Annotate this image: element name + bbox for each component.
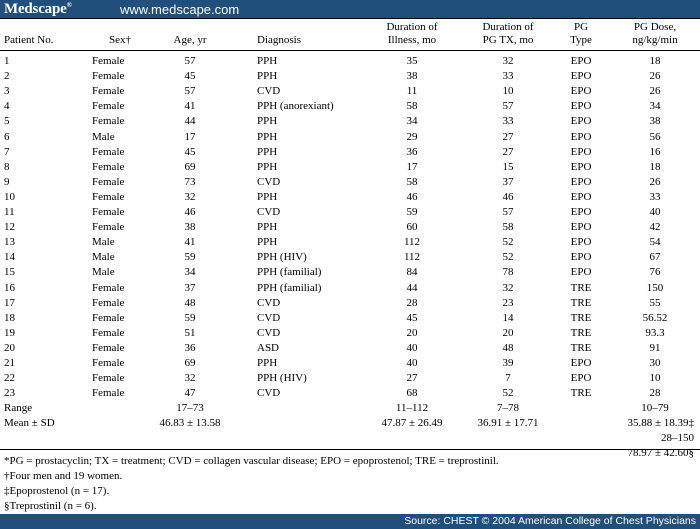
cell-illness-duration: 40 bbox=[406, 357, 418, 369]
cell-sex: Female bbox=[92, 85, 125, 97]
col-header-pg-type: PG bbox=[573, 21, 589, 33]
cell-age: 37 bbox=[184, 282, 196, 294]
cell-age: 73 bbox=[184, 176, 196, 188]
col-header-tx-duration-line2: PG TX, mo bbox=[482, 34, 534, 46]
cell-illness-duration: 36 bbox=[406, 146, 418, 158]
cell-illness-duration: 44 bbox=[406, 282, 418, 294]
cell-tx-duration: 57 bbox=[502, 100, 514, 112]
cell-pg-type: EPO bbox=[570, 85, 592, 97]
cell-tx-duration: 33 bbox=[502, 70, 514, 82]
cell-patient-no: 16 bbox=[4, 282, 15, 294]
cell-diagnosis: PPH bbox=[257, 115, 278, 127]
cell-illness-duration: 35 bbox=[406, 55, 418, 67]
cell-sex: Female bbox=[92, 70, 125, 82]
cell-pg-type: EPO bbox=[570, 115, 592, 127]
cell-diagnosis: ASD bbox=[257, 342, 280, 354]
cell-illness-duration: 112 bbox=[403, 236, 421, 248]
cell-pg-type: EPO bbox=[570, 146, 592, 158]
cell-pg-dose: 28 bbox=[649, 387, 661, 399]
cell-diagnosis: PPH bbox=[257, 55, 278, 67]
cell-patient-no: 20 bbox=[4, 342, 15, 354]
cell-patient-no: 11 bbox=[4, 206, 15, 218]
cell-diagnosis: PPH bbox=[257, 357, 278, 369]
cell-tx-duration: 32 bbox=[502, 282, 514, 294]
cell-pg-type: EPO bbox=[570, 191, 592, 203]
cell-illness-duration: 11 bbox=[406, 85, 418, 97]
cell-patient-no: 17 bbox=[4, 297, 15, 309]
range-age: 17–73 bbox=[176, 402, 204, 414]
cell-sex: Female bbox=[92, 297, 125, 309]
col-header-pg-dose-line2: ng/kg/min bbox=[632, 34, 678, 46]
cell-pg-type: EPO bbox=[570, 221, 592, 233]
cell-age: 46 bbox=[184, 206, 196, 218]
cell-diagnosis: CVD bbox=[257, 85, 281, 97]
cell-sex: Female bbox=[92, 357, 125, 369]
cell-diagnosis: CVD bbox=[257, 312, 281, 324]
cell-diagnosis: PPH (familial) bbox=[257, 266, 322, 278]
cell-pg-type: TRE bbox=[570, 282, 592, 294]
mean-label: Mean ± SD bbox=[4, 417, 55, 429]
cell-pg-dose: 93.3 bbox=[645, 327, 665, 339]
cell-patient-no: 3 bbox=[4, 85, 10, 97]
cell-illness-duration: 28 bbox=[406, 297, 418, 309]
cell-illness-duration: 34 bbox=[406, 115, 418, 127]
cell-pg-type: EPO bbox=[570, 251, 592, 263]
cell-pg-dose: 76 bbox=[649, 266, 661, 278]
cell-patient-no: 23 bbox=[4, 387, 15, 399]
cell-diagnosis: PPH (HIV) bbox=[257, 372, 307, 384]
col-header-diagnosis: Diagnosis bbox=[257, 34, 301, 46]
cell-pg-type: EPO bbox=[570, 206, 592, 218]
table-top-rule bbox=[0, 18, 700, 19]
cell-patient-no: 14 bbox=[4, 251, 15, 263]
cell-pg-type: EPO bbox=[570, 372, 592, 384]
cell-tx-duration: 52 bbox=[502, 387, 514, 399]
cell-patient-no: 1 bbox=[4, 55, 10, 67]
col-header-patient-no: Patient No. bbox=[4, 34, 54, 46]
cell-diagnosis: CVD bbox=[257, 387, 281, 399]
cell-pg-dose: 33 bbox=[649, 191, 661, 203]
cell-age: 32 bbox=[184, 191, 196, 203]
cell-patient-no: 13 bbox=[4, 236, 15, 248]
cell-pg-dose: 26 bbox=[649, 70, 661, 82]
cell-pg-dose: 16 bbox=[649, 146, 661, 158]
mean-tx: 36.91 ± 17.71 bbox=[477, 417, 539, 429]
cell-age: 17 bbox=[184, 131, 196, 143]
cell-diagnosis: CVD bbox=[257, 176, 281, 188]
cell-tx-duration: 33 bbox=[502, 115, 514, 127]
cell-tx-duration: 7 bbox=[505, 372, 511, 384]
cell-patient-no: 19 bbox=[4, 327, 15, 339]
cell-illness-duration: 17 bbox=[406, 161, 418, 173]
cell-pg-type: TRE bbox=[570, 312, 592, 324]
cell-pg-type: EPO bbox=[570, 100, 592, 112]
cell-pg-dose: 54 bbox=[649, 236, 661, 248]
cell-patient-no: 21 bbox=[4, 357, 15, 369]
site-url-link[interactable]: www.medscape.com bbox=[120, 2, 240, 17]
cell-diagnosis: PPH (anorexiant) bbox=[257, 100, 334, 112]
cell-age: 57 bbox=[184, 55, 196, 67]
cell-age: 34 bbox=[184, 266, 196, 278]
footnote: *PG = prostacyclin; TX = treatment; CVD = collagen vascular disease; EPO = epoprostenol; TRE = treprostinil. bbox=[4, 455, 499, 467]
cell-sex: Female bbox=[92, 146, 125, 158]
cell-tx-duration: 15 bbox=[502, 161, 514, 173]
cell-patient-no: 6 bbox=[4, 131, 10, 143]
col-header-illness-duration: Duration of bbox=[386, 21, 438, 33]
cell-pg-type: EPO bbox=[570, 266, 592, 278]
mean-age: 46.83 ± 13.58 bbox=[159, 417, 221, 429]
cell-tx-duration: 39 bbox=[502, 357, 514, 369]
cell-patient-no: 10 bbox=[4, 191, 15, 203]
cell-pg-dose: 67 bbox=[649, 251, 661, 263]
cell-pg-dose: 40 bbox=[649, 206, 661, 218]
range-tx: 7–78 bbox=[497, 402, 519, 414]
cell-diagnosis: PPH bbox=[257, 191, 278, 203]
range-dose: 10–79 bbox=[641, 402, 669, 414]
cell-patient-no: 7 bbox=[4, 146, 10, 158]
cell-illness-duration: 46 bbox=[406, 191, 418, 203]
cell-sex: Female bbox=[92, 387, 125, 399]
cell-pg-type: EPO bbox=[570, 70, 592, 82]
cell-pg-dose: 91 bbox=[649, 342, 661, 354]
cell-illness-duration: 68 bbox=[406, 387, 418, 399]
cell-tx-duration: 58 bbox=[502, 221, 514, 233]
cell-illness-duration: 84 bbox=[406, 266, 418, 278]
cell-pg-type: EPO bbox=[570, 357, 592, 369]
cell-illness-duration: 58 bbox=[406, 100, 418, 112]
footnote: §Treprostinil (n = 6). bbox=[4, 500, 97, 512]
cell-patient-no: 18 bbox=[4, 312, 15, 324]
dose-extra-line: 78.97 ± 42.60§ bbox=[627, 447, 694, 459]
cell-illness-duration: 27 bbox=[406, 372, 418, 384]
cell-age: 59 bbox=[184, 251, 196, 263]
cell-diagnosis: PPH bbox=[257, 146, 278, 158]
cell-pg-type: EPO bbox=[570, 161, 592, 173]
cell-tx-duration: 48 bbox=[502, 342, 514, 354]
cell-age: 32 bbox=[184, 372, 196, 384]
cell-illness-duration: 112 bbox=[403, 251, 421, 263]
cell-diagnosis: CVD bbox=[257, 327, 281, 339]
cell-pg-type: TRE bbox=[570, 387, 592, 399]
cell-sex: Female bbox=[92, 191, 125, 203]
col-header-age: Age, yr bbox=[173, 34, 207, 46]
col-header-pg-type-line2: Type bbox=[570, 34, 592, 46]
cell-tx-duration: 14 bbox=[502, 312, 514, 324]
brand-name: Medscape bbox=[4, 1, 67, 17]
cell-pg-dose: 56 bbox=[649, 131, 661, 143]
cell-sex: Female bbox=[92, 176, 125, 188]
range-illness: 11–112 bbox=[395, 402, 429, 414]
cell-diagnosis: PPH bbox=[257, 70, 278, 82]
table-bottom-rule bbox=[0, 449, 700, 450]
cell-age: 51 bbox=[184, 327, 196, 339]
cell-pg-dose: 150 bbox=[646, 282, 664, 294]
cell-age: 45 bbox=[184, 146, 196, 158]
cell-tx-duration: 37 bbox=[502, 176, 514, 188]
cell-tx-duration: 46 bbox=[502, 191, 514, 203]
cell-sex: Male bbox=[92, 266, 115, 278]
cell-sex: Male bbox=[92, 236, 115, 248]
cell-patient-no: 5 bbox=[4, 115, 10, 127]
cell-pg-type: TRE bbox=[570, 342, 592, 354]
cell-pg-dose: 42 bbox=[649, 221, 661, 233]
cell-patient-no: 15 bbox=[4, 266, 15, 278]
cell-diagnosis: PPH bbox=[257, 236, 278, 248]
cell-sex: Female bbox=[92, 55, 125, 67]
cell-age: 44 bbox=[184, 115, 196, 127]
cell-tx-duration: 10 bbox=[502, 85, 514, 97]
cell-tx-duration: 32 bbox=[502, 55, 514, 67]
cell-tx-duration: 27 bbox=[502, 131, 514, 143]
cell-sex: Female bbox=[92, 282, 125, 294]
cell-pg-type: TRE bbox=[570, 297, 592, 309]
cell-age: 57 bbox=[184, 85, 196, 97]
col-header-illness-duration-line2: Illness, mo bbox=[387, 34, 437, 46]
cell-sex: Female bbox=[92, 221, 125, 233]
cell-sex: Female bbox=[92, 115, 125, 127]
cell-patient-no: 2 bbox=[4, 70, 10, 82]
cell-age: 45 bbox=[184, 70, 196, 82]
col-header-pg-dose: PG Dose, bbox=[633, 21, 677, 33]
cell-pg-dose: 18 bbox=[649, 161, 661, 173]
cell-age: 41 bbox=[184, 236, 196, 248]
cell-sex: Female bbox=[92, 312, 125, 324]
cell-age: 41 bbox=[184, 100, 196, 112]
cell-pg-dose: 26 bbox=[649, 176, 661, 188]
cell-age: 48 bbox=[184, 297, 196, 309]
cell-diagnosis: PPH bbox=[257, 131, 278, 143]
cell-illness-duration: 45 bbox=[406, 312, 418, 324]
cell-sex: Male bbox=[92, 131, 115, 143]
mean-illness: 47.87 ± 26.49 bbox=[381, 417, 443, 429]
cell-pg-type: EPO bbox=[570, 236, 592, 248]
cell-patient-no: 4 bbox=[4, 100, 10, 112]
cell-sex: Female bbox=[92, 161, 125, 173]
footnote: ‡Epoprostenol (n = 17). bbox=[4, 485, 110, 497]
cell-tx-duration: 52 bbox=[502, 251, 514, 263]
cell-sex: Female bbox=[92, 327, 125, 339]
header-rule bbox=[0, 50, 700, 51]
dose-extra-line: 28–150 bbox=[661, 432, 694, 444]
cell-age: 47 bbox=[184, 387, 196, 399]
cell-sex: Female bbox=[92, 342, 125, 354]
cell-tx-duration: 52 bbox=[502, 236, 514, 248]
cell-illness-duration: 59 bbox=[406, 206, 418, 218]
cell-illness-duration: 60 bbox=[406, 221, 418, 233]
col-header-sex: Sex† bbox=[109, 34, 131, 46]
cell-diagnosis: PPH bbox=[257, 161, 278, 173]
cell-pg-type: EPO bbox=[570, 55, 592, 67]
cell-age: 38 bbox=[184, 221, 196, 233]
cell-illness-duration: 38 bbox=[406, 70, 418, 82]
cell-pg-dose: 26 bbox=[649, 85, 661, 97]
range-label: Range bbox=[4, 402, 33, 414]
cell-sex: Female bbox=[92, 206, 125, 218]
cell-diagnosis: CVD bbox=[257, 297, 281, 309]
cell-patient-no: 12 bbox=[4, 221, 15, 233]
medscape-logo[interactable] bbox=[4, 1, 72, 18]
footer-bar bbox=[0, 514, 700, 529]
cell-diagnosis: PPH (HIV) bbox=[257, 251, 307, 263]
cell-sex: Female bbox=[92, 100, 125, 112]
cell-illness-duration: 58 bbox=[406, 176, 418, 188]
source-credit: Source: CHEST © 2004 American College of Chest Physicians bbox=[404, 515, 696, 527]
cell-pg-dose: 56.52 bbox=[642, 312, 668, 324]
cell-patient-no: 9 bbox=[4, 176, 10, 188]
cell-diagnosis: CVD bbox=[257, 206, 281, 218]
cell-pg-dose: 10 bbox=[649, 372, 661, 384]
cell-patient-no: 22 bbox=[4, 372, 15, 384]
cell-pg-type: EPO bbox=[570, 131, 592, 143]
brand-mark: ® bbox=[66, 1, 72, 9]
cell-pg-dose: 34 bbox=[649, 100, 661, 112]
cell-illness-duration: 20 bbox=[406, 327, 418, 339]
cell-sex: Male bbox=[92, 251, 115, 263]
cell-pg-type: TRE bbox=[570, 327, 592, 339]
cell-sex: Female bbox=[92, 372, 125, 384]
cell-tx-duration: 23 bbox=[502, 297, 514, 309]
cell-tx-duration: 20 bbox=[502, 327, 514, 339]
cell-diagnosis: PPH (familial) bbox=[257, 282, 322, 294]
cell-patient-no: 8 bbox=[4, 161, 10, 173]
cell-age: 69 bbox=[184, 161, 196, 173]
header-bar bbox=[0, 0, 700, 19]
cell-pg-dose: 30 bbox=[649, 357, 661, 369]
cell-tx-duration: 78 bbox=[502, 266, 514, 278]
cell-tx-duration: 27 bbox=[502, 146, 514, 158]
cell-age: 36 bbox=[184, 342, 196, 354]
col-header-tx-duration: Duration of bbox=[482, 21, 534, 33]
cell-diagnosis: PPH bbox=[257, 221, 278, 233]
cell-illness-duration: 29 bbox=[406, 131, 418, 143]
cell-age: 59 bbox=[184, 312, 196, 324]
cell-illness-duration: 40 bbox=[406, 342, 418, 354]
cell-pg-dose: 55 bbox=[649, 297, 661, 309]
cell-age: 69 bbox=[184, 357, 196, 369]
mean-dose: 35.88 ± 18.39‡ bbox=[627, 417, 694, 429]
cell-pg-type: EPO bbox=[570, 176, 592, 188]
cell-tx-duration: 57 bbox=[502, 206, 514, 218]
cell-pg-dose: 38 bbox=[649, 115, 661, 127]
cell-pg-dose: 18 bbox=[649, 55, 661, 67]
footnote: †Four men and 19 women. bbox=[4, 470, 123, 482]
